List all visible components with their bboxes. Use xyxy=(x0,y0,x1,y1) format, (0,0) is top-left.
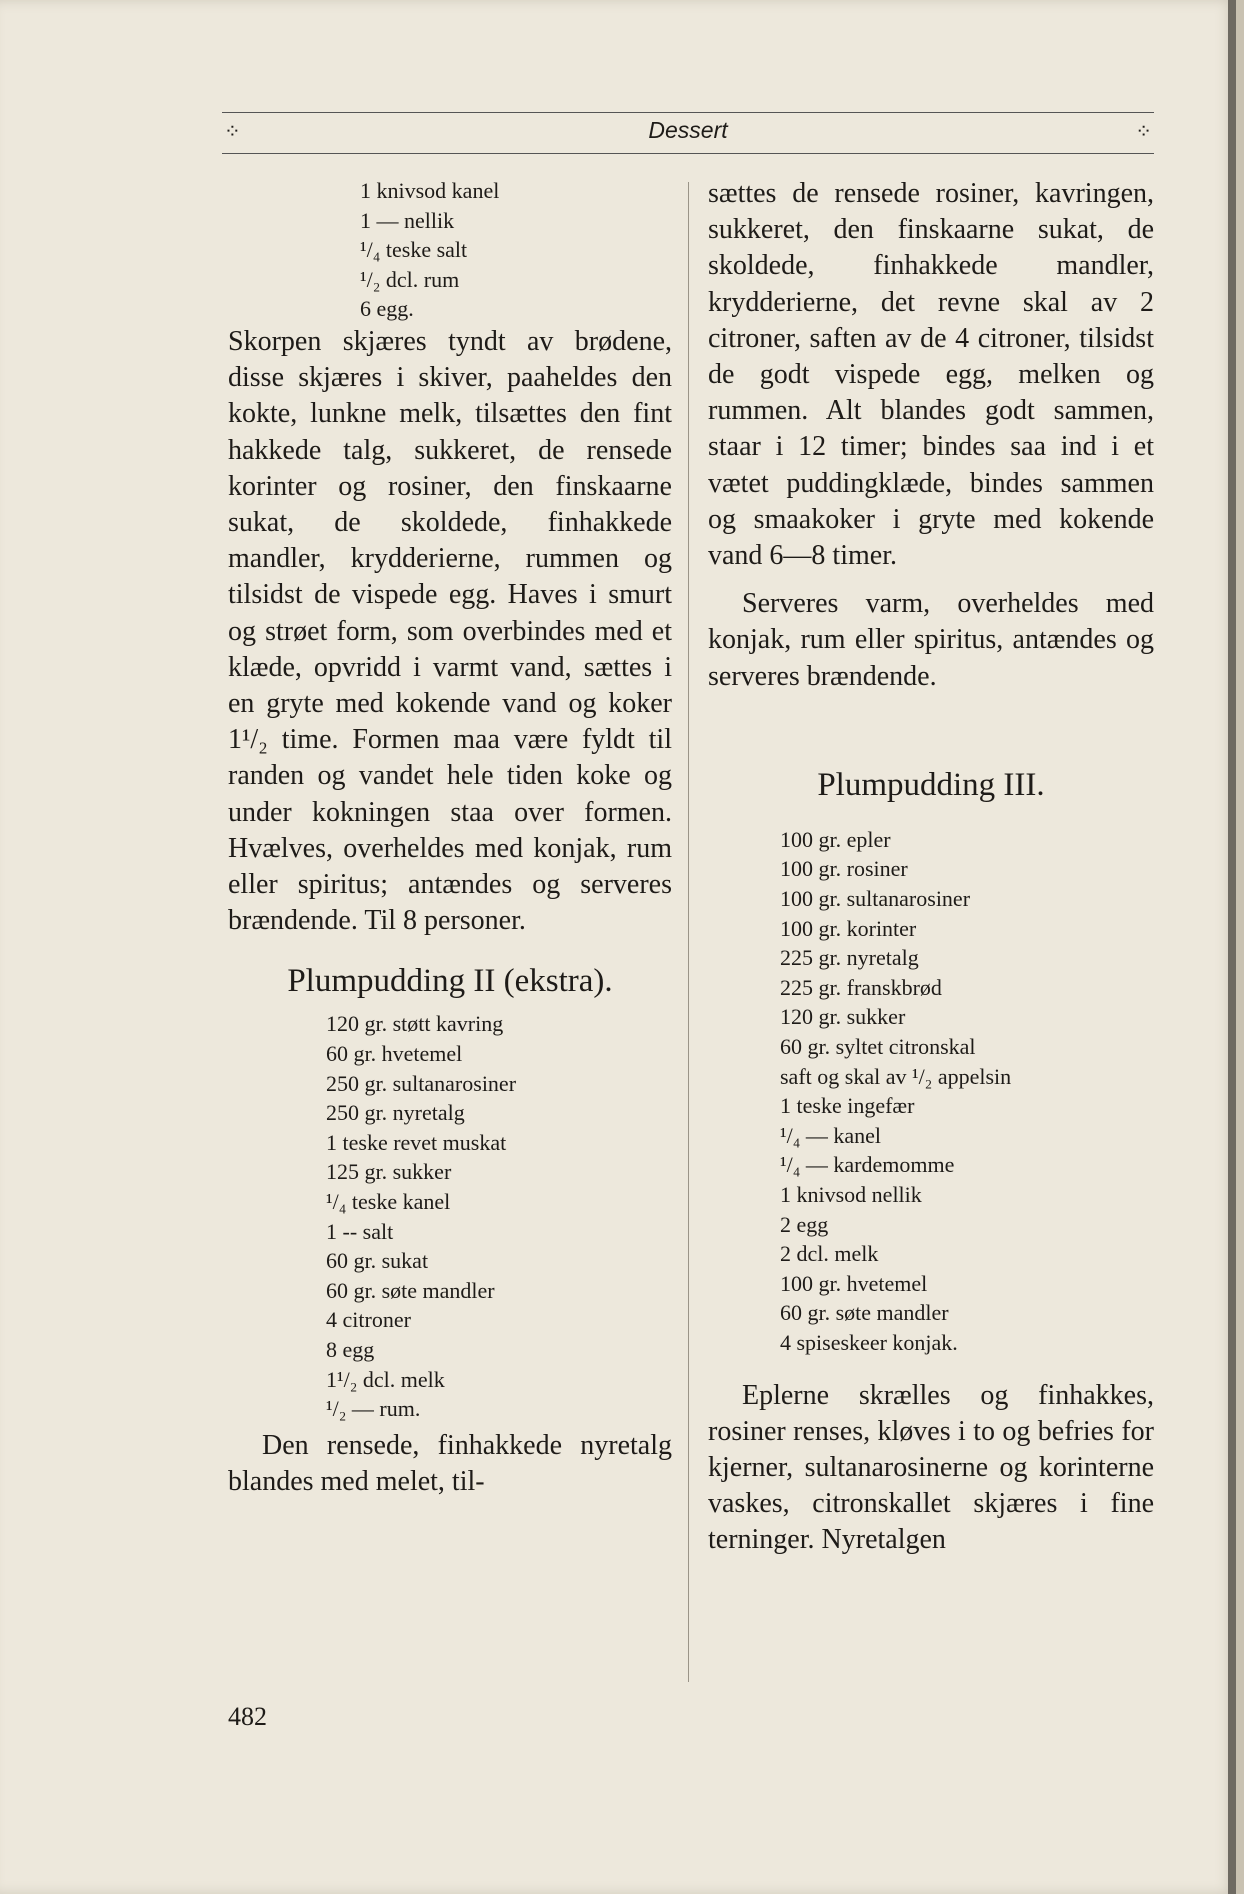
recipe-heading-plumpudding-3: Plumpudding III. xyxy=(817,766,1045,803)
ornament-left-icon: ⁘ xyxy=(224,121,241,143)
right-column xyxy=(708,176,1154,1559)
ornament-right-icon: ⁘ xyxy=(1135,121,1152,143)
list-item: ¹/₄ teske salt xyxy=(360,237,468,263)
running-header xyxy=(222,112,1154,154)
list-item: 225 gr. franskbrød xyxy=(780,974,942,1000)
section-title: Dessert xyxy=(648,117,728,143)
ingredient-list-plumpudding-3 xyxy=(780,825,1154,1358)
column-divider xyxy=(688,182,689,1682)
list-item: 225 gr. nyretalg xyxy=(780,945,919,971)
list-item: 100 gr. sultanarosiner xyxy=(780,886,971,912)
serving-paragraph: Serveres varm, overheldes med konjak, rum eller spiritus, antændes og serveres brændende. xyxy=(708,588,1154,692)
list-item: 60 gr. søte mandler xyxy=(780,1300,949,1326)
list-item: 250 gr. nyretalg xyxy=(326,1100,465,1126)
list-item: 1 teske ingefær xyxy=(780,1093,915,1119)
list-item: 4 spiseskeer konjak. xyxy=(780,1329,958,1355)
list-item: 250 gr. sultanarosiner xyxy=(326,1070,517,1096)
list-item: 1 — nellik xyxy=(360,207,455,233)
page-edge xyxy=(1228,0,1236,1894)
ingredient-list-plumpudding-2 xyxy=(326,1009,672,1423)
preparation-paragraph: Eplerne skrælles og finhakkes, rosiner renses, kløves i to og befries for kjerner, sultanarosinerne og korinterne vaskes, citronskallet skjæres i fine terninger. Nyretalgen xyxy=(708,1379,1154,1556)
list-item: 100 gr. rosiner xyxy=(780,856,908,882)
list-item: 60 gr. syltet citronskal xyxy=(780,1034,976,1059)
list-item: ¹/₄ — kardemomme xyxy=(780,1152,955,1178)
list-item: ¹/₂ — rum. xyxy=(326,1396,421,1422)
method-paragraph: Den rensede, finhakkede nyretalg blandes med melet, til- xyxy=(228,1429,672,1497)
list-item: 120 gr. sukker xyxy=(780,1004,906,1030)
list-item: 1 teske revet muskat xyxy=(326,1129,507,1155)
list-item: 1 knivsod kanel xyxy=(360,178,500,203)
left-column xyxy=(228,176,672,1500)
method-paragraph-continued: sættes de rensede rosiner, kavringen, sukkeret, den finskaarne sukat, de skoldede, finhakkede mandler, krydderierne, det revne skal av 2 citroner, saften av de 4 citroner, tilsidst de godt vispede egg, melken og rummen. Alt blandes godt sammen, staar i 12 timer; bindes saa ind i et vætet puddingklæde, bindes sammen og smaakoker i gryte med kokende vand 6—8 timer. xyxy=(708,178,1154,572)
list-item: 120 gr. støtt kavring xyxy=(326,1011,504,1037)
list-item: 2 egg xyxy=(780,1211,829,1237)
list-item: 6 egg. xyxy=(360,296,414,322)
list-item: 1 -- salt xyxy=(326,1218,394,1244)
instructions-paragraph: Skorpen skjæres tyndt av brødene, disse skjæres i skiver, paaheldes den kokte, lunkne melk, tilsættes den fint hakkede talg, sukkeret, de rensede korinter og rosiner, den finskaarne sukat, de skoldede, finhakkede mandler, krydderierne, rummen og tilsidst de vispede egg. Haves i smurt og strøet form, som overbindes med et klæde, opvridd i varmt vand, sættes i en gryte med kokende vand og koker 1¹/₂ time. Formen maa være fyldt til randen og vandet hele tiden koke og under kokningen staa over formen. Hvælves, overheldes med konjak, rum eller spiritus; antændes og serveres brændende. Til 8 personer. xyxy=(228,325,672,937)
page-number: 482 xyxy=(228,1702,267,1731)
recipe-heading-plumpudding-2: Plumpudding II (ekstra). xyxy=(287,963,613,1000)
list-item: 2 dcl. melk xyxy=(780,1241,879,1267)
list-item: 125 gr. sukker xyxy=(326,1159,452,1185)
ingredient-list-continued xyxy=(360,176,672,324)
list-item: 60 gr. hvetemel xyxy=(326,1041,463,1067)
list-item: 100 gr. korinter xyxy=(780,915,917,941)
list-item: saft og skal av ¹/₂ appelsin xyxy=(780,1063,1012,1089)
list-item: ¹/₄ teske kanel xyxy=(326,1188,451,1214)
list-item: 100 gr. hvetemel xyxy=(780,1270,928,1296)
list-item: 60 gr. søte mandler xyxy=(326,1277,495,1303)
list-item: 8 egg xyxy=(326,1336,375,1362)
list-item: ¹/₄ — kanel xyxy=(780,1122,882,1148)
list-item: 1¹/₂ dcl. melk xyxy=(326,1366,445,1392)
list-item: 4 citroner xyxy=(326,1307,411,1333)
list-item: 60 gr. sukat xyxy=(326,1248,429,1274)
list-item: 100 gr. epler xyxy=(780,826,891,852)
list-item: ¹/₂ dcl. rum xyxy=(360,266,460,292)
list-item: 1 knivsod nellik xyxy=(780,1181,922,1207)
